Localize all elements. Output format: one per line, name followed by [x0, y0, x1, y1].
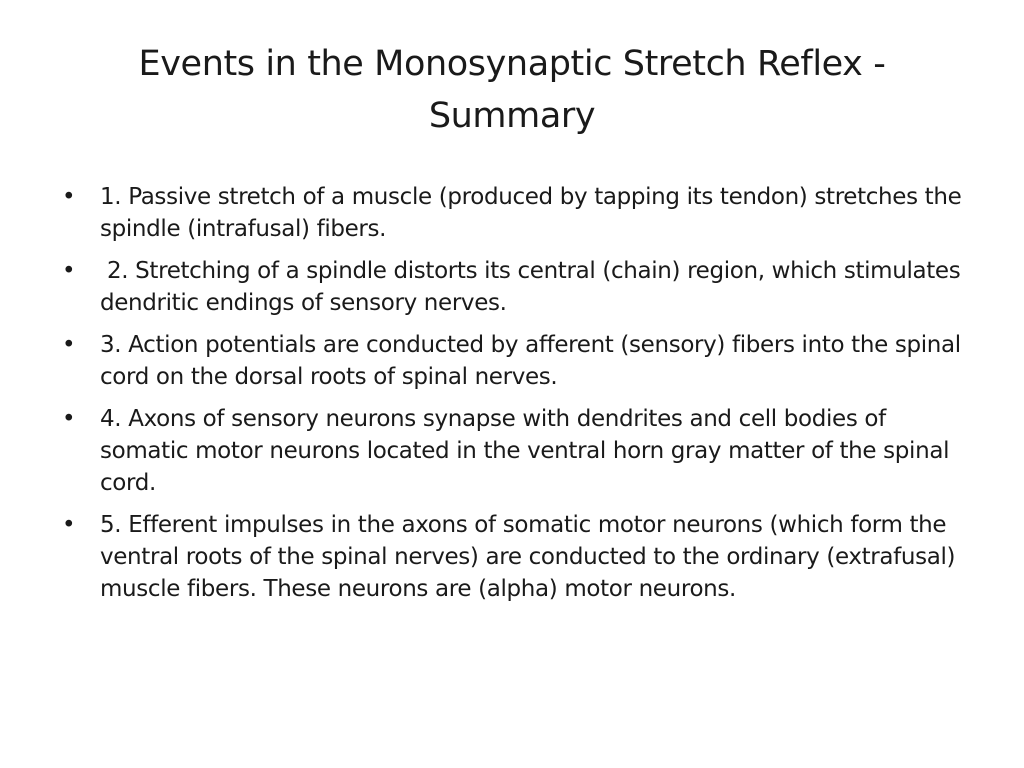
- bullet-text: 5. Efferent impulses in the axons of somatic motor neurons (which form the ventral roots of the spinal nerves) are conducted to the ordinary (extrafusal) muscle fibers. These neurons are (alpha) motor neurons.: [100, 512, 956, 602]
- bullet-text: 1. Passive stretch of a muscle (produced by tapping its tendon) stretches the spindle (intrafusal) fibers.: [100, 184, 962, 242]
- bullet-dot-icon: •: [62, 184, 76, 210]
- bullet-dot-icon: •: [62, 332, 76, 358]
- bullet-dot-icon: •: [62, 258, 76, 284]
- bullet-item-4: [62, 403, 962, 499]
- bullet-list: [62, 181, 968, 615]
- bullet-item-3: [62, 329, 962, 393]
- bullet-item-2: [62, 255, 968, 319]
- slide-title: Events in the Monosynaptic Stretch Reflex - Summary: [138, 44, 886, 136]
- bullet-text: 2. Stretching of a spindle distorts its central (chain) region, which stimulates dendritic endings of sensory nerves.: [100, 258, 968, 316]
- bullet-dot-icon: •: [62, 406, 76, 432]
- bullet-text: 4. Axons of sensory neurons synapse with dendrites and cell bodies of somatic motor neurons located in the ventral horn gray matter of the spinal cord.: [100, 406, 950, 496]
- bullet-dot-icon: •: [62, 512, 76, 538]
- bullet-item-1: [62, 181, 962, 245]
- bullet-text: 3. Action potentials are conducted by afferent (sensory) fibers into the spinal cord on the dorsal roots of spinal nerves.: [100, 332, 961, 390]
- bullet-item-5: [62, 509, 962, 605]
